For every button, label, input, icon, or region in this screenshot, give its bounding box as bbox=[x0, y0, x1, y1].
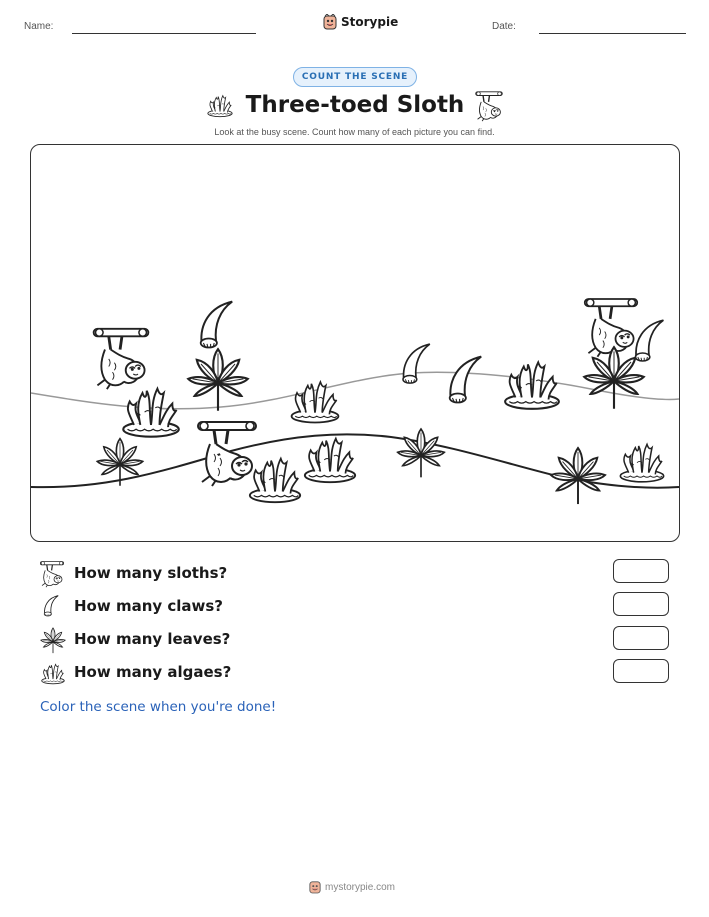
brand-logo bbox=[323, 14, 398, 30]
sloth-icon bbox=[474, 90, 504, 122]
algae bbox=[292, 382, 339, 423]
algae bbox=[505, 362, 559, 409]
answer-box-sloths[interactable] bbox=[613, 559, 669, 583]
question-claws: How many claws? bbox=[74, 597, 224, 615]
brand-name: Storypie bbox=[341, 15, 399, 29]
algae bbox=[250, 459, 300, 503]
busy-scene bbox=[30, 144, 680, 542]
footer bbox=[309, 880, 395, 894]
claw-icon bbox=[42, 594, 60, 618]
answer-box-leaves[interactable] bbox=[613, 626, 669, 650]
claw bbox=[201, 302, 233, 348]
algae-icon bbox=[206, 92, 234, 118]
question-algaes: How many algaes? bbox=[74, 663, 232, 681]
algae bbox=[123, 389, 178, 437]
instructions: Look at the busy scene. Count how many of each picture you can find. bbox=[214, 127, 495, 137]
answer-box-claws[interactable] bbox=[613, 592, 669, 616]
leaf bbox=[551, 448, 605, 504]
leaf-icon bbox=[40, 627, 66, 655]
algae bbox=[620, 444, 663, 482]
sloth-icon bbox=[38, 560, 66, 588]
page-title: Three-toed Sloth bbox=[245, 92, 465, 118]
scene-canvas bbox=[31, 145, 679, 541]
leaf bbox=[188, 349, 248, 411]
algae-icon bbox=[40, 661, 66, 685]
leaf bbox=[398, 429, 445, 477]
storypie-mascot-icon bbox=[309, 880, 321, 894]
sloth bbox=[585, 299, 637, 357]
claw bbox=[635, 320, 663, 361]
answer-box-algaes[interactable] bbox=[613, 659, 669, 683]
question-leaves: How many leaves? bbox=[74, 630, 231, 648]
name-label: Name: bbox=[24, 21, 54, 32]
date-label: Date: bbox=[492, 21, 516, 32]
storypie-mascot-icon bbox=[323, 14, 337, 30]
date-line[interactable] bbox=[539, 33, 686, 34]
algae bbox=[305, 439, 355, 483]
sloth bbox=[198, 422, 256, 486]
question-sloths: How many sloths? bbox=[74, 564, 228, 582]
footer-url[interactable]: mystorypie.com bbox=[325, 881, 396, 893]
name-line[interactable] bbox=[72, 33, 256, 34]
leaf bbox=[97, 439, 143, 486]
count-the-scene-badge: COUNT THE SCENE bbox=[293, 67, 417, 87]
claw bbox=[403, 344, 430, 383]
color-instruction: Color the scene when you're done! bbox=[40, 699, 277, 715]
sloth bbox=[94, 329, 149, 389]
claw bbox=[450, 357, 482, 403]
